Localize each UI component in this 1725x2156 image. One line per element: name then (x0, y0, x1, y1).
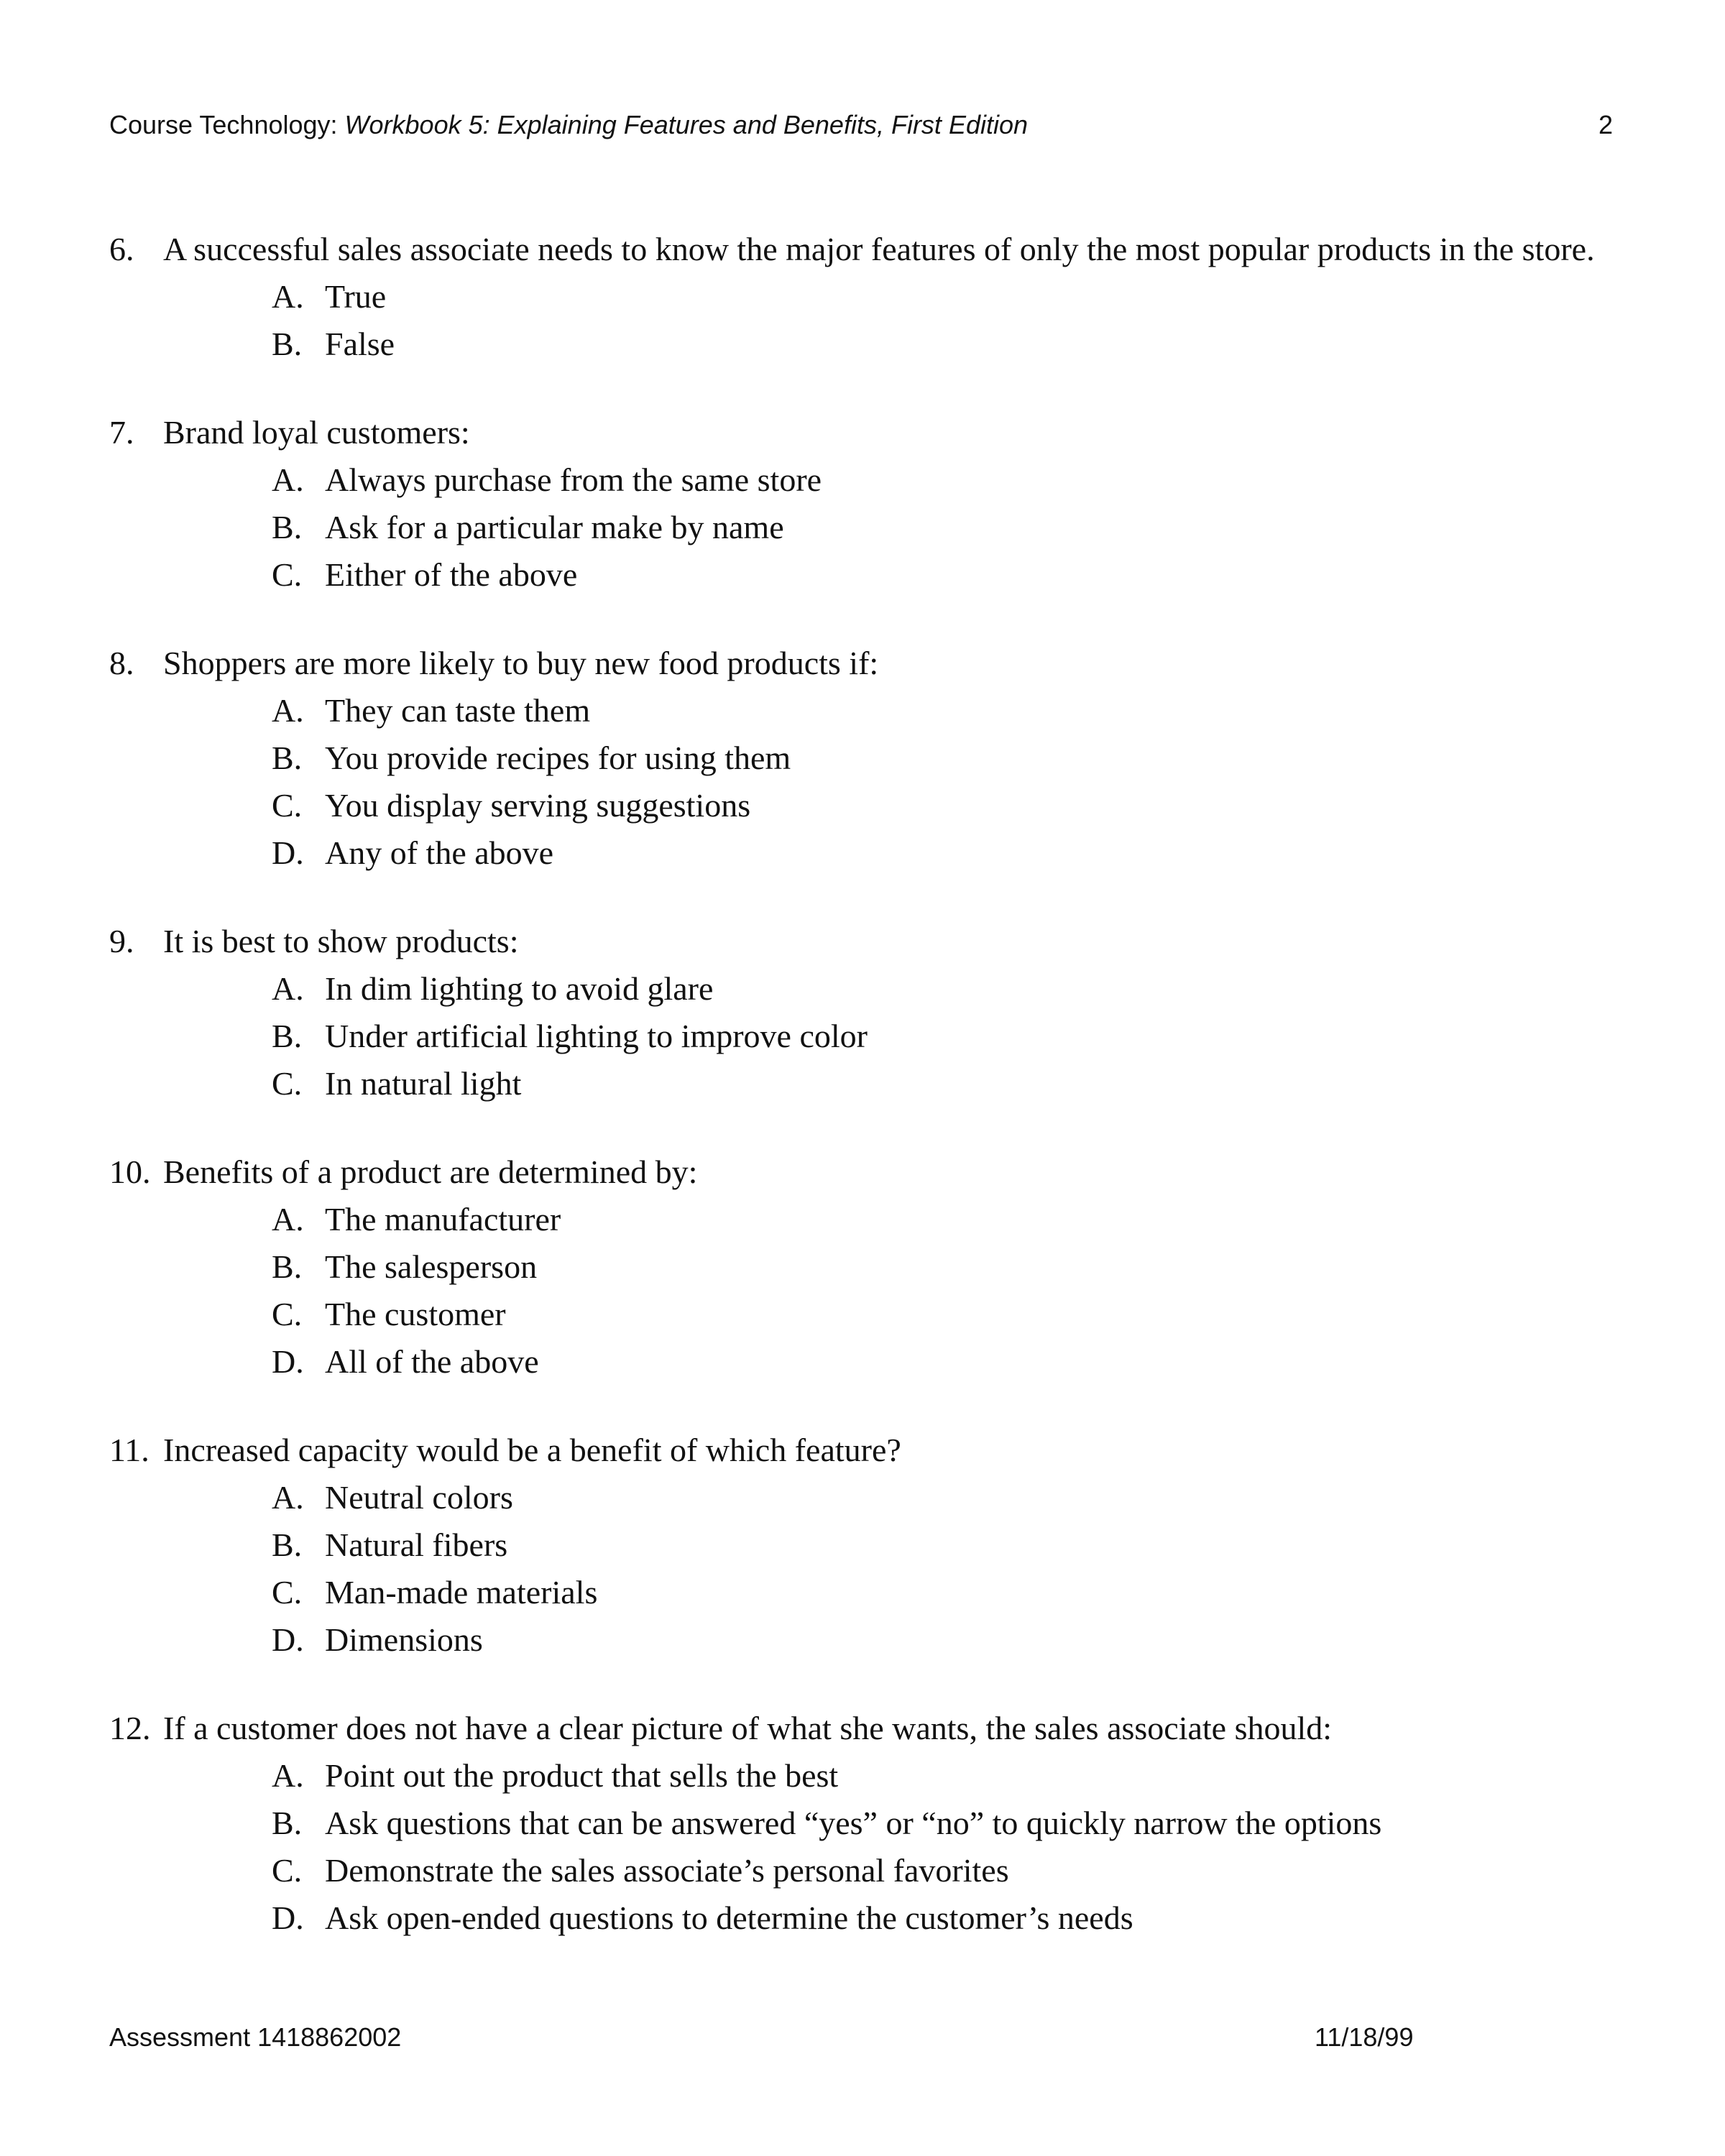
option-letter: B. (272, 1805, 303, 1841)
option-text: Under artificial lighting to improve color (325, 1018, 868, 1054)
question-8 (109, 642, 1604, 873)
option-letter: A. (272, 692, 304, 729)
footer-date: 11/18/99 (1315, 2022, 1414, 2052)
option-letter: A. (272, 1201, 304, 1238)
option-text: You provide recipes for using them (325, 740, 791, 776)
option-letter: D. (272, 1621, 304, 1658)
option-letter: B. (272, 1018, 303, 1054)
question-text: Brand loyal customers: (163, 414, 470, 451)
option-letter: D. (272, 1343, 304, 1380)
answer-option (109, 554, 1604, 595)
question-number: 12. (109, 1710, 151, 1746)
question-stem (109, 1151, 1604, 1192)
question-text: A successful sales associate needs to know the major features of only the most popular products in the store. (163, 231, 1595, 267)
answer-option (109, 737, 1604, 778)
answer-option (109, 507, 1604, 548)
answer-option (109, 1897, 1604, 1938)
book-title: Workbook 5: Explaining Features and Benefits, First Edition (344, 110, 1029, 139)
question-text: Increased capacity would be a benefit of which feature? (163, 1432, 901, 1468)
answer-option (109, 690, 1604, 731)
question-list (109, 229, 1604, 1986)
option-text: Natural fibers (325, 1526, 508, 1563)
option-letter: C. (272, 1852, 303, 1889)
option-letter: B. (272, 326, 303, 362)
option-text: Always purchase from the same store (325, 461, 822, 498)
option-letter: A. (272, 461, 304, 498)
answer-option (109, 1063, 1604, 1104)
option-letter: A. (272, 1757, 304, 1794)
question-number: 6. (109, 231, 134, 267)
option-letter: B. (272, 509, 303, 545)
question-12 (109, 1708, 1604, 1938)
question-6 (109, 229, 1604, 364)
option-text: Ask for a particular make by name (325, 509, 784, 545)
question-number: 7. (109, 414, 134, 451)
answer-option (109, 1341, 1604, 1382)
question-text: If a customer does not have a clear picture of what she wants, the sales associate should: (163, 1710, 1333, 1746)
option-text: Ask open-ended questions to determine the customer’s needs (325, 1899, 1133, 1936)
answer-option (109, 1294, 1604, 1335)
option-text: They can taste them (325, 692, 591, 729)
answer-option (109, 1572, 1604, 1613)
option-text: Dimensions (325, 1621, 483, 1658)
answer-option (109, 1850, 1604, 1891)
option-text: The salesperson (325, 1248, 538, 1285)
question-9 (109, 921, 1604, 1104)
option-letter: B. (272, 1526, 303, 1563)
question-stem (109, 921, 1604, 962)
question-7 (109, 412, 1604, 595)
page-header (109, 109, 1613, 141)
option-text: The manufacturer (325, 1201, 561, 1238)
option-letter: C. (272, 1065, 303, 1102)
option-text: You display serving suggestions (325, 787, 751, 824)
question-10 (109, 1151, 1604, 1382)
answer-option (109, 1619, 1604, 1660)
option-letter: B. (272, 1248, 303, 1285)
option-letter: B. (272, 740, 303, 776)
option-text: Ask questions that can be answered “yes” or “no” to quickly narrow the options (325, 1805, 1382, 1841)
answer-option (109, 1015, 1604, 1056)
question-stem (109, 642, 1604, 683)
answer-option (109, 785, 1604, 826)
option-text: In dim lighting to avoid glare (325, 970, 714, 1007)
option-letter: C. (272, 787, 303, 824)
question-stem (109, 1429, 1604, 1470)
option-text: In natural light (325, 1065, 522, 1102)
answer-option (109, 1802, 1604, 1843)
question-text: It is best to show products: (163, 923, 519, 959)
option-text: True (325, 278, 387, 315)
option-text: The customer (325, 1296, 506, 1332)
answer-option (109, 276, 1604, 317)
option-letter: D. (272, 834, 304, 871)
question-number: 8. (109, 645, 134, 681)
option-letter: A. (272, 970, 304, 1007)
answer-option (109, 1246, 1604, 1287)
page-footer (109, 2022, 1414, 2053)
answer-option (109, 1199, 1604, 1240)
question-number: 11. (109, 1432, 150, 1468)
option-letter: A. (272, 278, 304, 315)
option-letter: C. (272, 1574, 303, 1611)
answer-option (109, 968, 1604, 1009)
option-text: Man-made materials (325, 1574, 598, 1611)
question-stem (109, 229, 1604, 270)
question-text: Benefits of a product are determined by: (163, 1153, 698, 1190)
answer-option (109, 1755, 1604, 1796)
answer-option (109, 1524, 1604, 1565)
question-text: Shoppers are more likely to buy new food products if: (163, 645, 879, 681)
question-stem (109, 412, 1604, 453)
option-text: All of the above (325, 1343, 539, 1380)
question-number: 9. (109, 923, 134, 959)
course-name: Course Technology: (109, 110, 345, 139)
option-text: Neutral colors (325, 1479, 513, 1516)
question-11 (109, 1429, 1604, 1660)
question-number: 10. (109, 1153, 151, 1190)
answer-option (109, 1477, 1604, 1518)
option-letter: A. (272, 1479, 304, 1516)
answer-option (109, 323, 1604, 364)
page-number: 2 (1598, 110, 1613, 139)
option-letter: D. (272, 1899, 304, 1936)
answer-option (109, 832, 1604, 873)
option-text: Point out the product that sells the best (325, 1757, 839, 1794)
option-text: False (325, 326, 395, 362)
answer-option (109, 459, 1604, 500)
option-letter: C. (272, 556, 303, 593)
option-text: Either of the above (325, 556, 578, 593)
assessment-id: Assessment 1418862002 (109, 2022, 402, 2052)
option-text: Demonstrate the sales associate’s personal favorites (325, 1852, 1009, 1889)
option-text: Any of the above (325, 834, 554, 871)
option-letter: C. (272, 1296, 303, 1332)
question-stem (109, 1708, 1604, 1749)
